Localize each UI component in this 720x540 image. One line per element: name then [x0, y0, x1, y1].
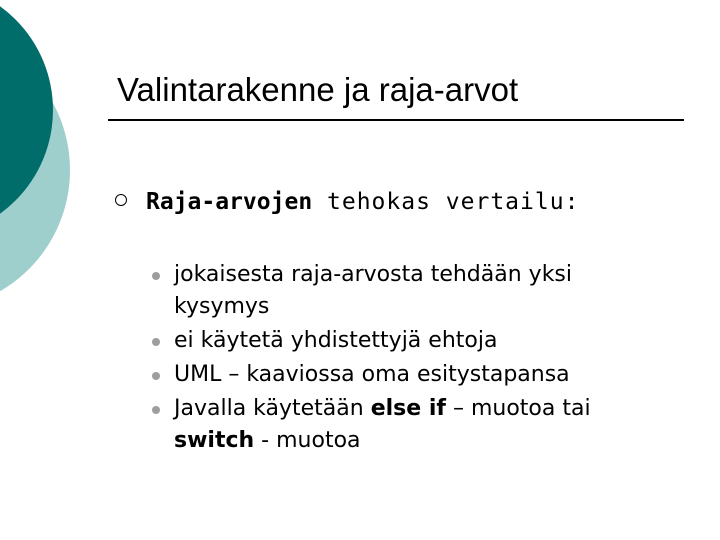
slide-title: Valintarakenne ja raja-arvot: [117, 71, 519, 108]
sub-bullet-1: jokaisesta raja-arvosta tehdään yksi kysymys: [174, 262, 573, 319]
main-bullet-text: [146, 185, 579, 219]
hollow-circle-bullet-icon: [115, 194, 127, 206]
sub-bullet-3: UML – kaaviossa oma esitystapansa: [174, 362, 570, 387]
sub-bullet-4-part1: Javalla käytetään: [174, 396, 371, 421]
decorative-circles: [0, 0, 120, 300]
dot-bullet-icon: [152, 272, 160, 280]
title-underline: [108, 119, 684, 121]
main-bullet-rest: tehokas vertailu:: [312, 189, 580, 215]
sub-bullet-4: [174, 393, 674, 457]
main-bullet-emphasis: Raja-arvojen: [146, 189, 313, 215]
keyword-else-if: else if: [370, 396, 446, 421]
sub-bullet-4-part3: - muotoa: [254, 428, 361, 453]
dot-bullet-icon: [152, 338, 160, 346]
sub-bullet-2: ei käytetä yhdistettyjä ehtoja: [174, 328, 498, 353]
dot-bullet-icon: [152, 406, 160, 414]
sub-bullet-4-part2: – muotoa tai: [445, 396, 591, 421]
dot-bullet-icon: [152, 372, 160, 380]
keyword-switch: switch: [174, 428, 255, 453]
